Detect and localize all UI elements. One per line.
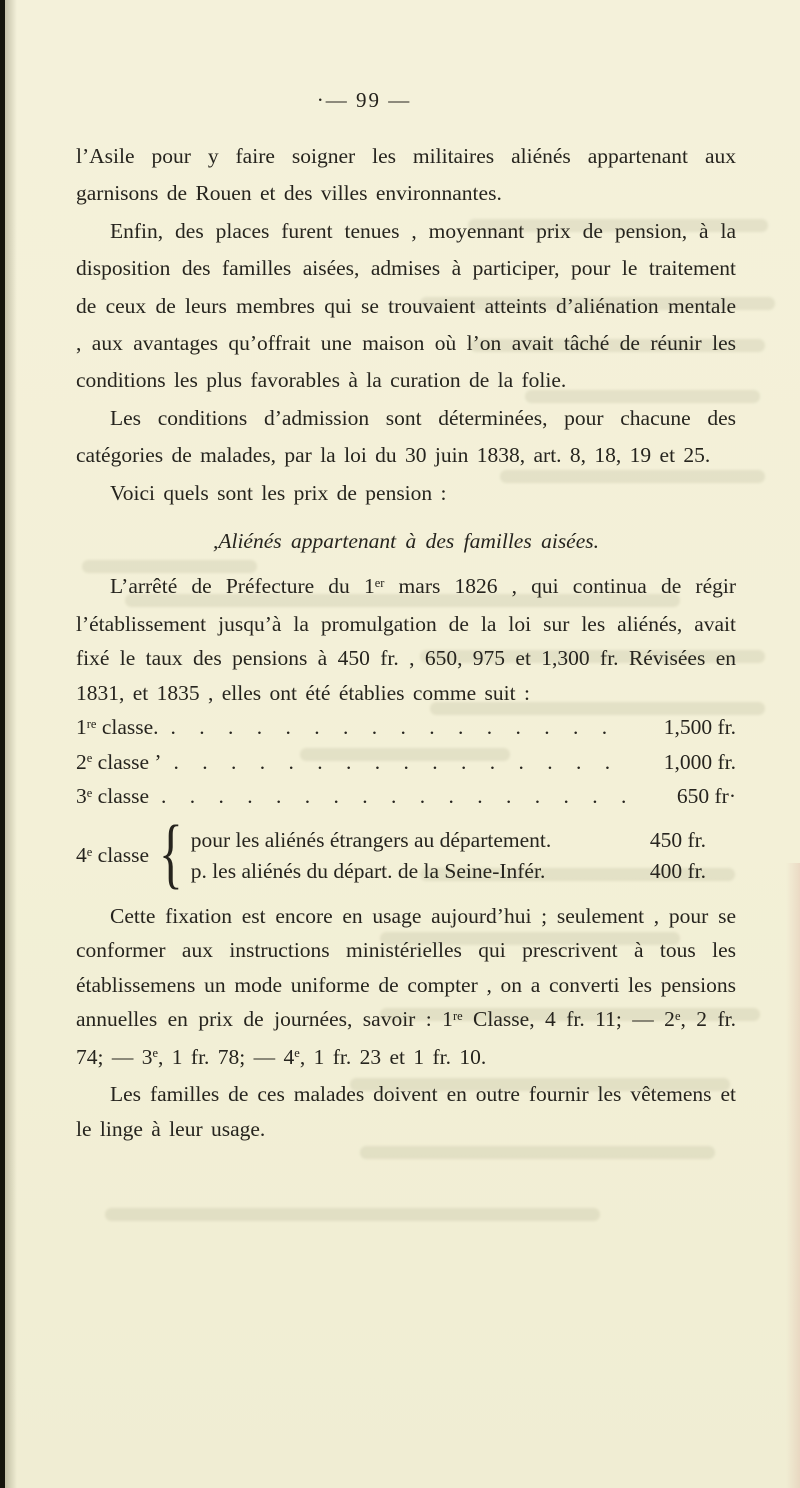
price-row-classe-1 <box>76 712 736 747</box>
price-class-label: 4e classe <box>76 843 150 868</box>
paragraph-voici-prix: Voici quels sont les prix de pension : <box>110 480 447 505</box>
price-value: 650 fr· <box>676 784 736 809</box>
section-heading-alienes-familles-aisees: ,Aliénés appartenant à des familles aisées. <box>212 529 600 554</box>
showthrough-ghost <box>360 1146 715 1159</box>
paragraph-cette-fixation: Cette fixation est encore en usage aujourd’hui ; seulement , pour se conformer aux instructions ministérielles qui prescrivent à tous les établissemens un mode uniforme de compter , on a converti les pensions annuelles en prix de journées, savoir : 1re Classe, 4 fr. 11; — 2e, 2 fr. 74; — 3e, 1 fr. 78; — 4e, 1 fr. 23 et 1 fr. 10. <box>76 903 736 1069</box>
paragraph-les-familles: Les familles de ces malades doivent en outre fournir les vêtemens et le linge à leur usage. <box>76 1082 736 1141</box>
price-description: p. les aliénés du départ. de la Seine-Infér. <box>190 858 546 883</box>
price-class-label: 1re classe. <box>76 715 159 740</box>
price-value: 400 fr. <box>649 858 706 883</box>
price-value: 1,500 fr. <box>663 715 736 740</box>
paragraph-arrete-prefecture: L’arrêté de Préfecture du 1er mars 1826 , qui continua de régir l’établissement jusqu’à la promulgation de la loi sur les aliénés, avait fixé le taux des pensions à 450 fr. , 650, 975 et 1,300 fr. Révisées en 1831, et 1835 , elles ont été établies comme suit : <box>76 574 736 705</box>
price-row-classe-2 <box>76 747 736 782</box>
brace-glyph: { <box>158 809 183 897</box>
paragraph-asile: l’Asile pour y faire soigner les militaires aliénés appartenant aux garnisons de Rouen et des villes environnantes. <box>76 144 736 206</box>
price-value: 1,000 fr. <box>663 749 736 774</box>
classe-4-row-etrangers <box>191 825 736 856</box>
price-row-classe-4 <box>76 809 736 897</box>
price-class-label: 2e classe ’ <box>76 749 162 774</box>
dot-leader <box>174 747 628 779</box>
page-number: ·— 99 — <box>316 88 412 112</box>
pension-price-list <box>76 712 736 897</box>
price-description: pour les aliénés étrangers au département. <box>190 827 552 852</box>
dot-leader <box>161 781 628 813</box>
price-value: 450 fr. <box>649 827 706 852</box>
showthrough-ghost <box>105 1208 600 1221</box>
dot-leader <box>171 712 628 744</box>
classe-4-subrows <box>191 825 736 887</box>
paragraph-conditions-admission: Les conditions d’admission sont déterminées, pour chacune des catégories de malades, par la loi du 30 juin 1838, art. 8, 18, 19 et 25. <box>76 405 736 468</box>
price-class-label: 3e classe <box>76 784 150 809</box>
paragraph-enfin: Enfin, des places furent tenues , moyennant prix de pension, à la disposition des familles aisées, admises à participer, pour le traitement de ceux de leurs membres qui se trouvaient atteints d’aliénation mentale , aux avantages qu’offrait une maison où l’on avait tâché de réunir les conditions les plus favorables à la curation de la folie. <box>76 218 736 393</box>
classe-4-row-seine-inferieure <box>191 856 736 887</box>
